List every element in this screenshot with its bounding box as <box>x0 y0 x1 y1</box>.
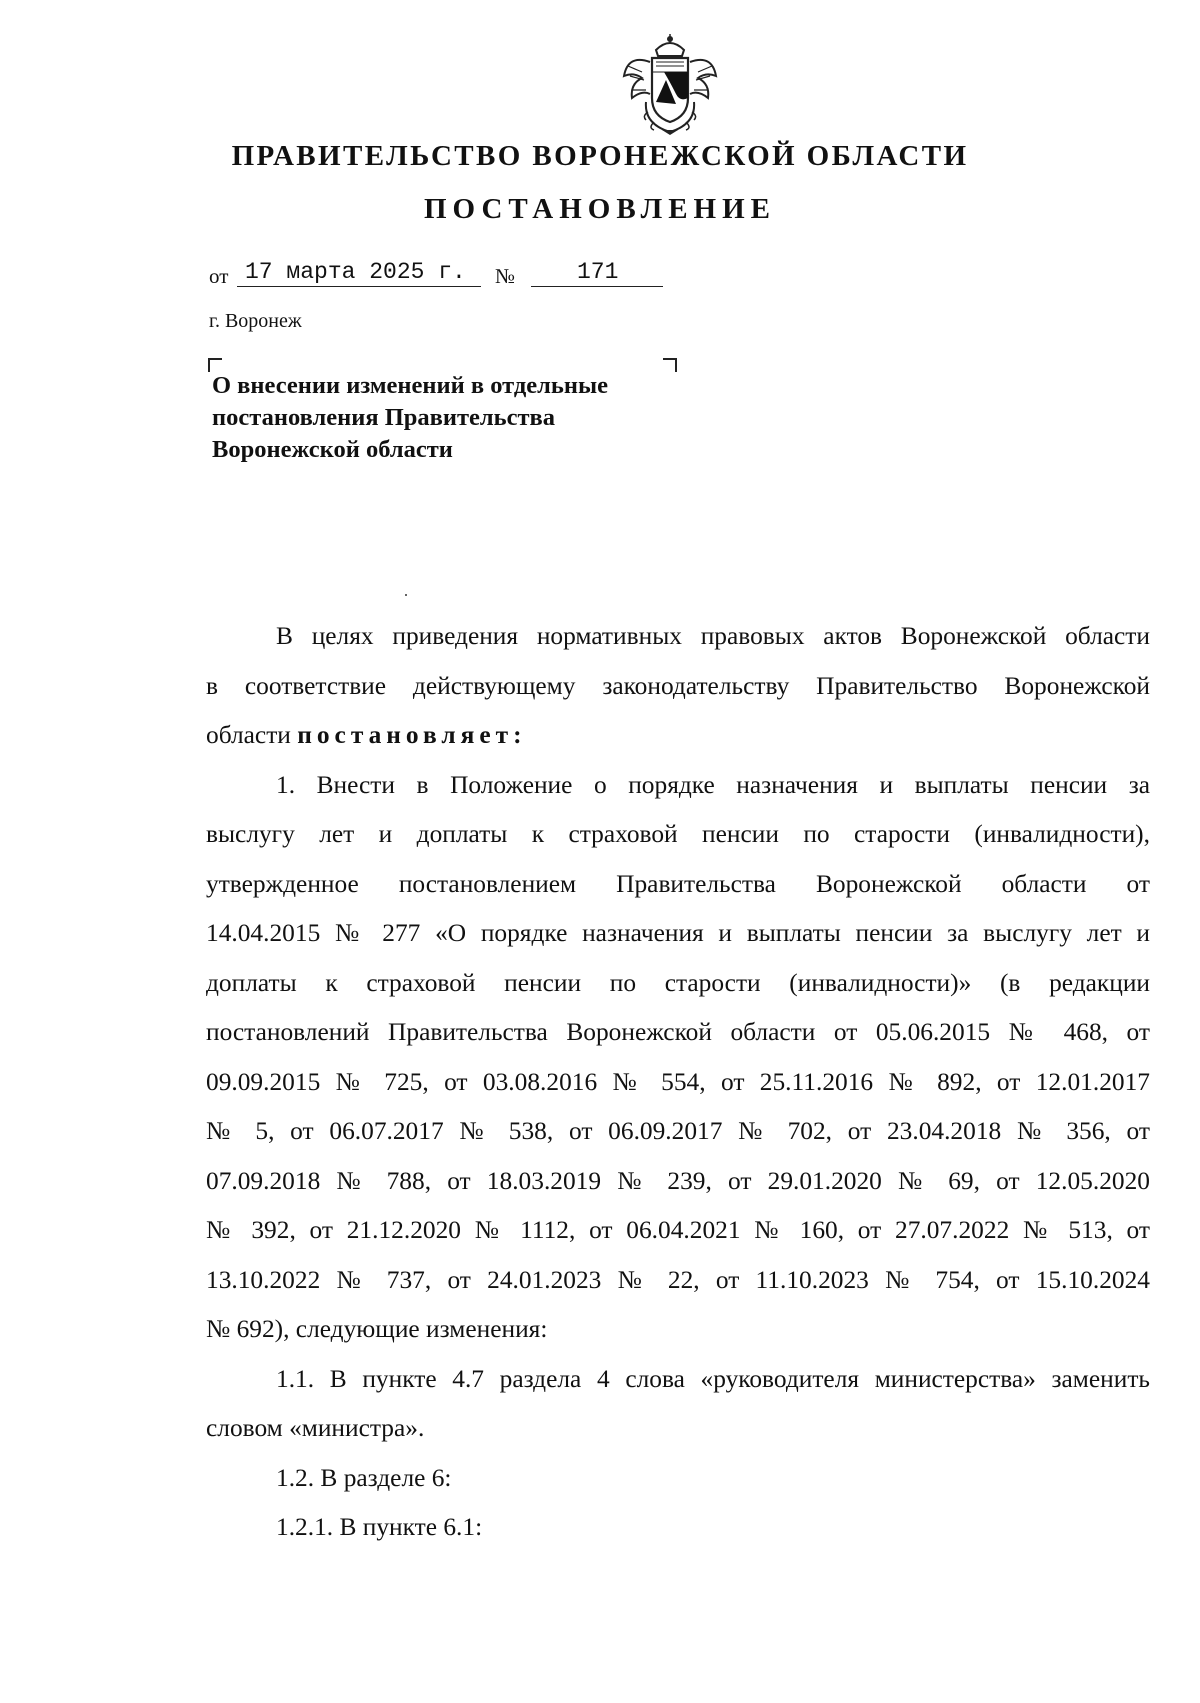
subject-line: Воронежской области <box>212 436 453 463</box>
item-1-line: 14.04.2015 № 277 «О порядке назначения и выплаты пенсии за выслугу лет и <box>206 919 1150 947</box>
coat-of-arms-emblem <box>620 32 720 136</box>
subject-line: постановления Правительства <box>212 404 555 431</box>
item-1-2-1: 1.2.1. В пункте 6.1: <box>276 1513 483 1541</box>
coat-of-arms-icon <box>620 32 720 136</box>
item-1-line: 13.10.2022 № 737, от 24.01.2023 № 22, от 11.10.2023 № 754, от 15.10.2024 <box>206 1265 1150 1294</box>
subject-line: О внесении изменений в отдельные <box>212 372 608 399</box>
item-1-2: 1.2. В разделе 6: <box>276 1463 452 1492</box>
item-1-line: 09.09.2015 № 725, от 03.08.2016 № 554, от 25.11.2016 № 892, от 12.01.2017 <box>206 1067 1150 1096</box>
subject-corner-mark-right <box>663 358 677 372</box>
item-1-line: 1. Внести в Положение о порядке назначения и выплаты пенсии за <box>276 770 1150 799</box>
item-1-1-line: словом «министра». <box>206 1414 425 1442</box>
document-number: 171 <box>577 259 619 285</box>
preamble-line: В целях приведения нормативных правовых актов Воронежской области <box>276 622 1150 650</box>
item-1-line: № 392, от 21.12.2020 № 1112, от 06.04.2021 № 160, от 27.07.2022 № 513, от <box>206 1216 1150 1244</box>
document-type-title: ПОСТАНОВЛЕНИЕ <box>423 193 776 225</box>
item-1-line: 07.09.2018 № 788, от 18.03.2019 № 239, от 29.01.2020 № 69, от 12.05.2020 <box>206 1166 1150 1195</box>
document-subject <box>212 370 608 466</box>
item-1-line: № 5, от 06.07.2017 № 538, от 06.09.2017 № 702, от 23.04.2018 № 356, от <box>206 1117 1150 1145</box>
item-1-line: постановлений Правительства Воронежской области от 05.06.2015 № 468, от <box>206 1018 1150 1046</box>
preamble-text: области <box>206 721 298 749</box>
decree-word: постановляет <box>297 721 514 749</box>
document-date: 17 марта 2025 г. <box>245 259 466 285</box>
item-1-line: выслугу лет и доплаты к страховой пенсии по старости (инвалидности), <box>206 820 1150 848</box>
preamble-line <box>206 711 1150 761</box>
date-number-line <box>209 255 669 295</box>
scan-speck <box>405 594 407 596</box>
item-1-line: утвержденное постановлением Правительства Воронежской области от <box>206 869 1150 898</box>
document-body <box>206 612 1150 1553</box>
preamble-line: в соответствие действующему законодательству Правительство Воронежской <box>206 671 1150 700</box>
item-1-line: доплаты к страховой пенсии по старости (инвалидности)» (в редакции <box>206 968 1150 997</box>
number-label: № <box>495 264 516 288</box>
document-subject-block <box>208 358 678 468</box>
city-label: г. Воронеж <box>209 310 302 332</box>
decree-colon: : <box>513 721 522 749</box>
item-1-1-line: 1.1. В пункте 4.7 раздела 4 слова «руководителя министерства» заменить <box>276 1364 1150 1393</box>
item-1-line: № 692), следующие изменения: <box>206 1315 548 1343</box>
date-label: от <box>209 264 229 288</box>
organization-title: ПРАВИТЕЛЬСТВО ВОРОНЕЖСКОЙ ОБЛАСТИ <box>231 140 969 172</box>
